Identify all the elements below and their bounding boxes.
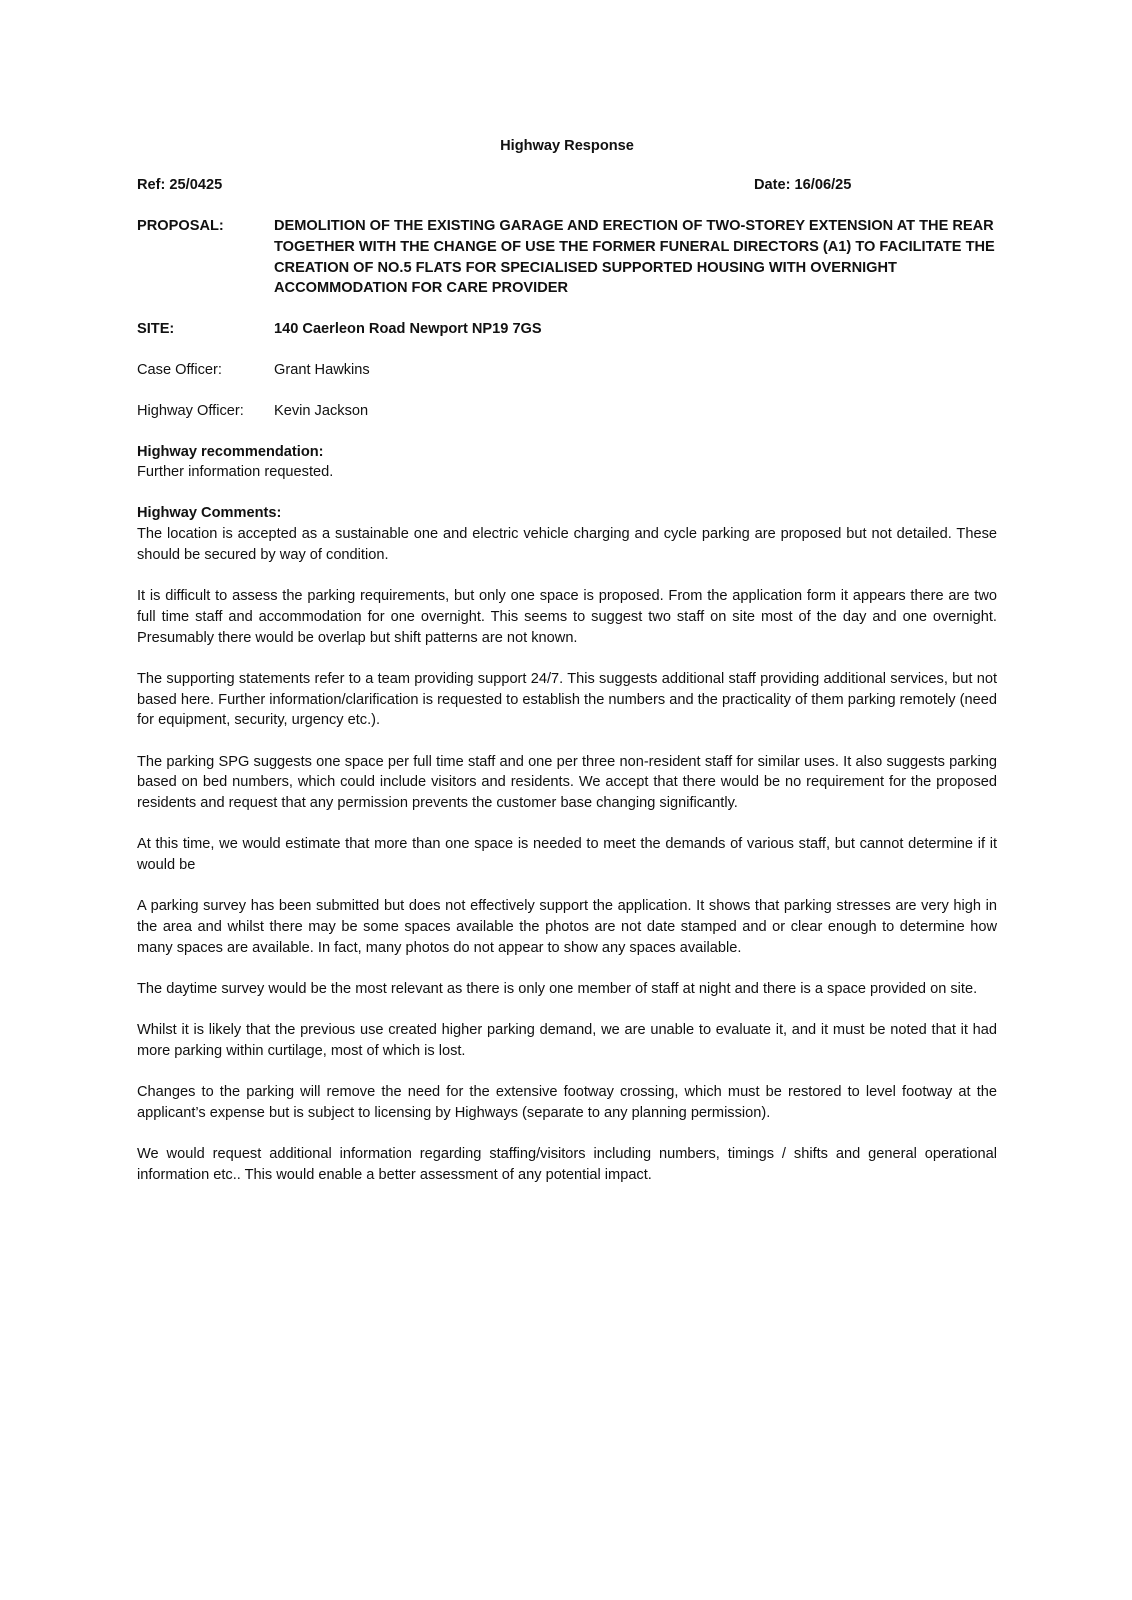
- recommendation-text: Further information requested.: [137, 464, 334, 481]
- highway-officer-label: Highway Officer:: [137, 402, 244, 419]
- comment-paragraph: It is difficult to assess the parking requirements, but only one space is proposed. From the application form it appears there are two full time staff and accommodation for one overnight. This seems to suggest two staff on site most of the day and one overnight. Presumably there would be overlap but shift patterns are not known.: [137, 587, 997, 646]
- reference-number: Ref: 25/0425: [137, 177, 223, 193]
- comments-heading: Highway Comments:: [137, 505, 282, 522]
- site-value: 140 Caerleon Road Newport NP19 7GS: [274, 321, 542, 338]
- comment-paragraph: We would request additional information regarding staffing/visitors including numbers, timings / shifts and general operational information etc.. This would enable a better assessment of any potential impact.: [137, 1146, 997, 1184]
- proposal-label: PROPOSAL:: [137, 218, 224, 234]
- comment-paragraph: The parking SPG suggests one space per full time staff and one per three non-resident staff for similar uses. It also suggests parking based on bed numbers, which could include visitors and residents. We accept that there would be no requirement for the proposed residents and request that any permission prevents the customer base changing significantly.: [137, 753, 997, 812]
- case-officer-field: [137, 360, 997, 381]
- highway-officer-field: [137, 401, 997, 422]
- comment-paragraph: The daytime survey would be the most relevant as there is only one member of staff at night and there is a space provided on site.: [137, 981, 978, 998]
- highway-officer-value: Kevin Jackson: [274, 402, 369, 419]
- case-officer-label: Case Officer:: [137, 361, 222, 378]
- comment-paragraph: The location is accepted as a sustainable one and electric vehicle charging and cycle parking are proposed but not detailed. These should be secured by way of condition.: [137, 525, 997, 563]
- proposal-field: [137, 216, 997, 299]
- comment-paragraph: Changes to the parking will remove the need for the extensive footway crossing, which must be restored to level footway at the applicant’s expense but is subject to licensing by Highways (separate to any planning permission).: [137, 1084, 997, 1122]
- proposal-value: DEMOLITION OF THE EXISTING GARAGE AND ERECTION OF TWO-STOREY EXTENSION AT THE REAR TOGETHER WITH THE CHANGE OF USE THE FORMER FUNERAL DIRECTORS (A1) TO FACILITATE THE CREATION OF NO.5 FLATS FOR SPECIALISED SUPPORTED HOUSING WITH OVERNIGHT ACCOMMODATION FOR CARE PROVIDER: [274, 218, 995, 297]
- case-officer-value: Grant Hawkins: [274, 361, 370, 378]
- site-field: [137, 319, 997, 340]
- comment-paragraph: The supporting statements refer to a team providing support 24/7. This suggests additional staff providing additional services, but not based here. Further information/clarification is requested to establish the numbers and the practicality of them parking remotely (need for equipment, security, urgency etc.).: [137, 670, 997, 729]
- comment-paragraph: Whilst it is likely that the previous use created higher parking demand, we are unable to evaluate it, and it must be noted that it had more parking within curtilage, most of which is lost.: [137, 1022, 997, 1060]
- document-title: Highway Response: [500, 138, 634, 154]
- ref-date-row: [137, 175, 997, 196]
- document-date: Date: 16/06/25: [754, 177, 852, 193]
- comment-paragraph: At this time, we would estimate that more than one space is needed to meet the demands of various staff, but cannot determine if it would be: [137, 836, 997, 874]
- recommendation-heading: Highway recommendation:: [137, 443, 324, 460]
- site-label: SITE:: [137, 321, 175, 338]
- document-body: [137, 136, 997, 1206]
- comment-paragraph: A parking survey has been submitted but does not effectively support the application. It shows that parking stresses are very high in the area and whilst there may be some spaces available the photos are not date stamped and or clear enough to determine how many spaces are available. In fact, many photos do not appear to show any spaces available.: [137, 898, 997, 956]
